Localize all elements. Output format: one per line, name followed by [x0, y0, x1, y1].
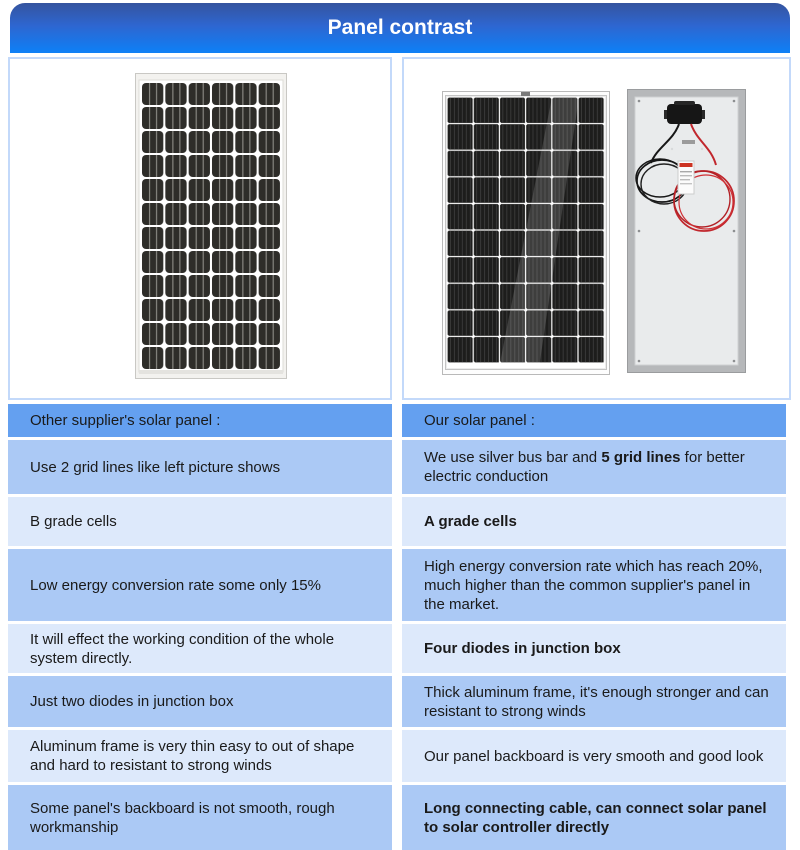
right-row-conversion-rate: [402, 549, 786, 621]
other-supplier-image-box: [8, 57, 392, 400]
title-bar: [10, 3, 790, 53]
page-title: Panel contrast: [327, 16, 473, 39]
our-panel-image-box: [402, 57, 791, 400]
right-row-cell-grade-text: A grade cells: [424, 513, 517, 530]
our-panel-front-photo: [442, 91, 610, 375]
right-row-grid-lines: [402, 440, 786, 494]
left-row-diodes: [8, 676, 392, 727]
right-row-frame: [402, 676, 786, 727]
grid-row-prefix: We use silver bus bar and: [424, 449, 602, 466]
left-row-grid-lines-text: Use 2 grid lines like left picture shows: [30, 458, 281, 476]
right-row-cable: [402, 785, 786, 850]
left-row-grid-lines: [8, 440, 392, 494]
left-column-header: [8, 404, 392, 437]
our-panel-back-photo: [627, 89, 746, 373]
right-row-conversion-rate-text: High energy conversion rate which has reach 20%, much higher than the common supplier's panel in the market.: [424, 557, 763, 613]
left-row-system-effect: [8, 624, 392, 673]
right-row-backboard: [402, 730, 786, 782]
left-row-cell-grade-text: B grade cells: [30, 513, 117, 530]
right-column-header-text: Our solar panel :: [424, 412, 535, 429]
right-row-cell-grade: [402, 497, 786, 546]
left-column-header-text: Other supplier's solar panel :: [30, 412, 221, 429]
other-supplier-panel-photo: [135, 73, 287, 379]
right-row-diodes-text: Four diodes in junction box: [424, 640, 621, 657]
left-row-cell-grade: [8, 497, 392, 546]
left-row-system-effect-text: It will effect the working condition of the whole system directly.: [30, 630, 335, 667]
left-row-backboard-text: Some panel's backboard is not smooth, rough workmanship: [30, 799, 335, 836]
left-row-diodes-text: Just two diodes in junction box: [30, 693, 234, 710]
grid-row-suffix: for better electric conduction: [424, 449, 745, 485]
right-row-frame-text: Thick aluminum frame, it's enough stronger and can resistant to strong winds: [424, 683, 769, 720]
right-row-cable-text: Long connecting cable, can connect solar panel to solar controller directly: [424, 799, 767, 836]
right-row-diodes: [402, 624, 786, 673]
right-row-grid-lines-text: [424, 448, 772, 486]
left-row-frame: [8, 730, 392, 782]
right-column-header: [402, 404, 786, 437]
left-row-frame-text: Aluminum frame is very thin easy to out of shape and hard to resistant to strong winds: [30, 738, 355, 774]
grid-row-bold: 5 grid lines: [601, 449, 681, 466]
left-row-conversion-rate-text: Low energy conversion rate some only 15%: [30, 576, 321, 594]
left-row-conversion-rate: [8, 549, 392, 621]
right-row-backboard-text: Our panel backboard is very smooth and good look: [424, 747, 764, 765]
left-row-backboard: [8, 785, 392, 850]
